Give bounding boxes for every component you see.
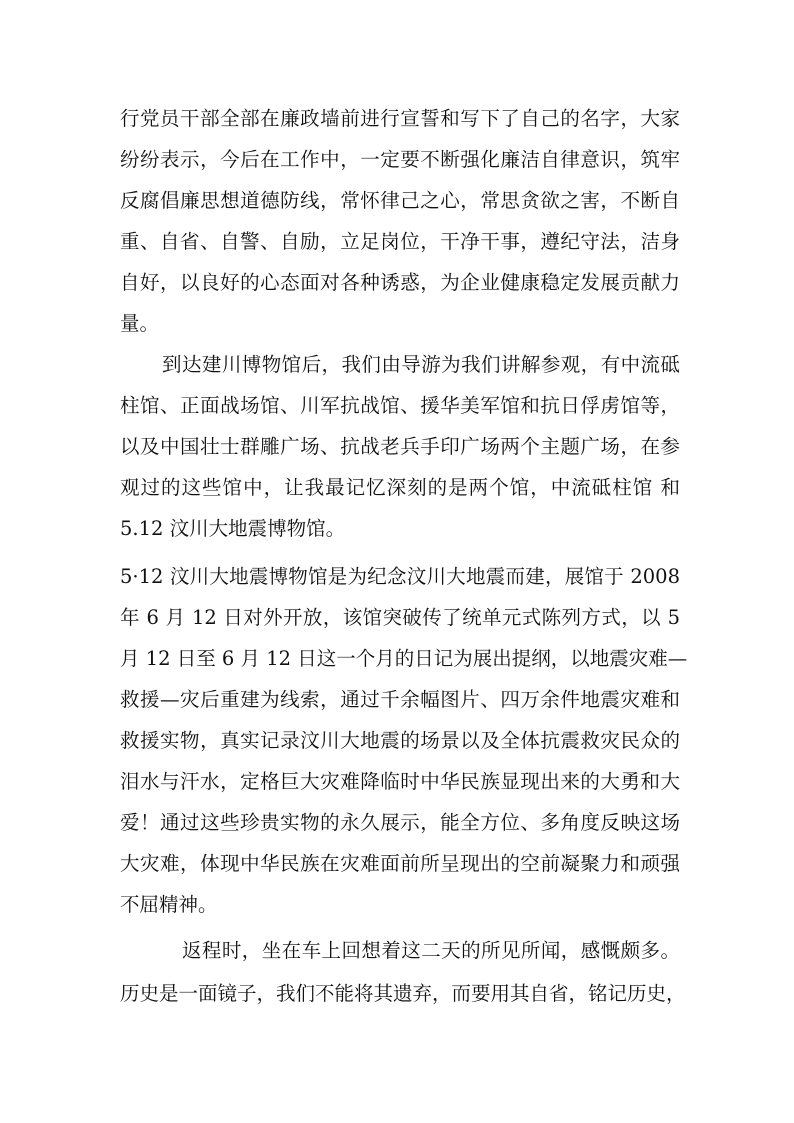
paragraph-start-line: 返程时，坐在车上回想着这二天的所见所闻，感慨颇多。 [182, 939, 680, 962]
text-line: 5.12 汶川大地震博物馆。 [120, 517, 346, 540]
text-line: 月 12 日至 6 月 12 日这一个月的日记为展出提纲，以地震灾难— [120, 647, 688, 670]
text-line: 量。 [120, 312, 160, 335]
text-line: 大灾难，体现中华民族在灾难面前所呈现出的空前凝聚力和顽强 [120, 852, 680, 875]
text-line: 泪水与汗水，定格巨大灾难降临时中华民族显现出来的大勇和大 [120, 770, 680, 793]
text-line: 爱！通过这些珍贵实物的永久展示，能全方位、多角度反映这场 [120, 811, 680, 834]
text-line: 观过的这些馆中，让我最记忆深刻的是两个馆，中流砥柱馆 和 [120, 476, 680, 499]
text-line: 救援—灾后重建为线索，通过千余幅图片、四万余件地震灾难和 [120, 688, 680, 711]
text-line: 反腐倡廉思想道德防线，常怀律己之心，常思贪欲之害，不断自 [120, 189, 680, 212]
text-line: 以及中国壮士群雕广场、抗战老兵手印广场两个主题广场，在参 [120, 435, 680, 458]
text-line: 重、自省、自警、自励，立足岗位，干净干事，遵纪守法，洁身 [120, 230, 680, 253]
text-line: 行党员干部全部在廉政墙前进行宣誓和写下了自己的名字，大家 [120, 107, 680, 130]
text-line: 柱馆、正面战场馆、川军抗战馆、援华美军馆和抗日俘虏馆等， [120, 394, 680, 417]
text-line: 纷纷表示，今后在工作中，一定要不断强化廉洁自律意识，筑牢 [120, 148, 680, 171]
text-line: 不屈精神。 [120, 893, 218, 916]
text-line: 年 6 月 12 日对外开放，该馆突破传了统单元式陈列方式，以 5 [120, 606, 680, 629]
text-line: 救援实物，真实记录汶川大地震的场景以及全体抗震救灾民众的 [120, 729, 680, 752]
paragraph-start-line: 5·12 汶川大地震博物馆是为纪念汶川大地震而建，展馆于 2008 [120, 565, 680, 588]
text-line: 自好，以良好的心态面对各种诱惑，为企业健康稳定发展贡献力 [120, 271, 680, 294]
paragraph-start-line: 到达建川博物馆后，我们由导游为我们讲解参观，有中流砥 [162, 353, 680, 376]
text-line: 历史是一面镜子，我们不能将其遗弃，而要用其自省，铭记历史， [120, 982, 686, 1005]
